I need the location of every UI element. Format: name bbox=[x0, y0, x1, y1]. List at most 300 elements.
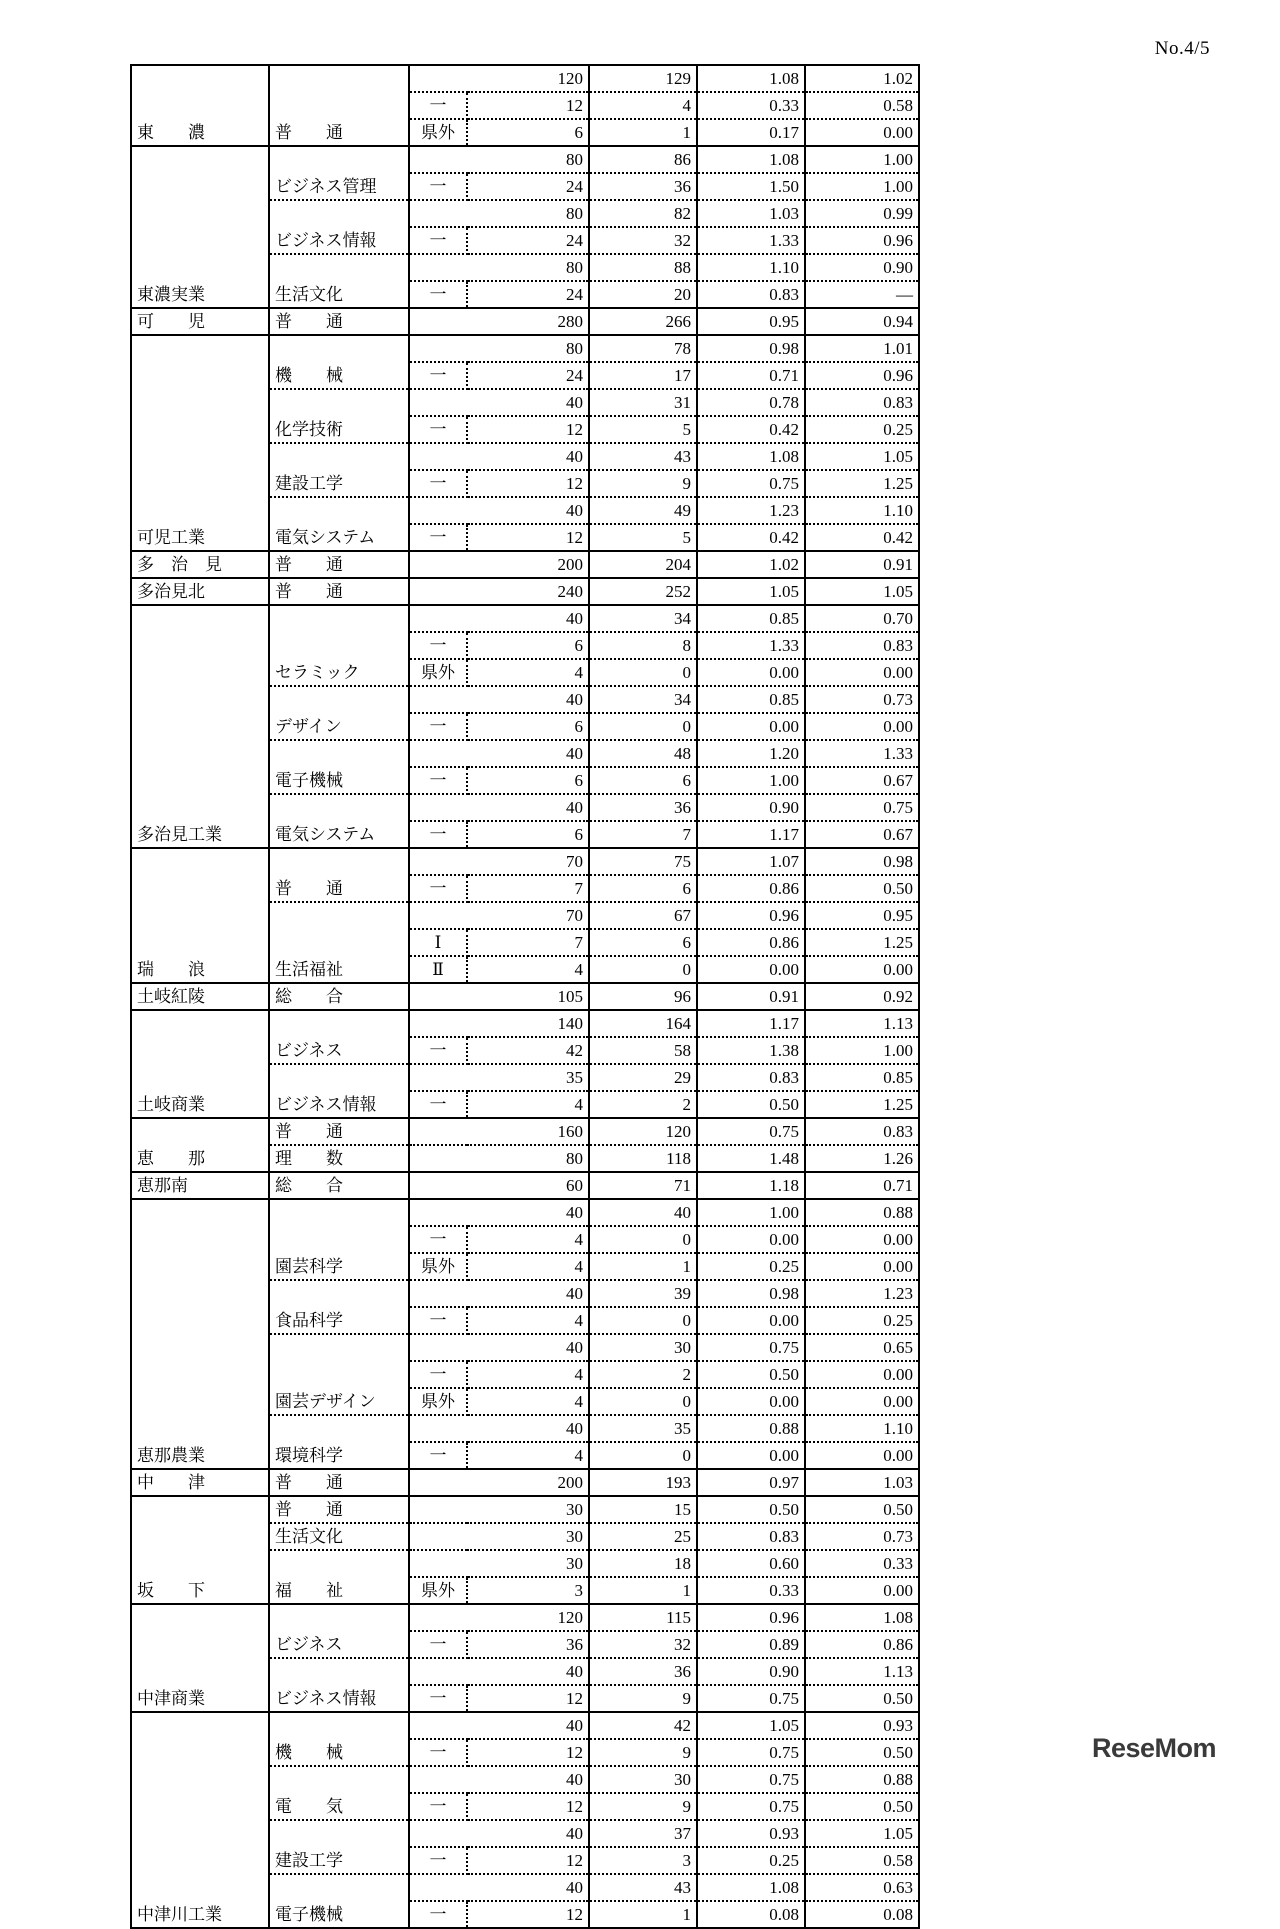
applicants-cell: 58 bbox=[589, 1037, 697, 1064]
capacity-cell: 36 bbox=[467, 1631, 589, 1658]
subcategory-cell: 一 bbox=[409, 1631, 467, 1658]
capacity-cell: 4 bbox=[467, 659, 589, 686]
ratio-cell: 0.25 bbox=[697, 1847, 805, 1874]
capacity-cell: 40 bbox=[467, 1199, 589, 1226]
applicants-cell: 35 bbox=[589, 1415, 697, 1442]
previous-ratio-cell: 0.00 bbox=[805, 1361, 919, 1388]
ratio-cell: 0.08 bbox=[697, 1901, 805, 1928]
capacity-cell: 40 bbox=[467, 740, 589, 767]
previous-ratio-cell: 1.00 bbox=[805, 173, 919, 200]
ratio-cell: 1.48 bbox=[697, 1145, 805, 1172]
capacity-cell: 6 bbox=[467, 119, 589, 146]
subcategory-cell: 県外 bbox=[409, 1253, 467, 1280]
applicants-cell: 0 bbox=[589, 713, 697, 740]
school-name-cell: 土岐紅陵 bbox=[131, 983, 269, 1010]
ratio-cell: 0.83 bbox=[697, 1064, 805, 1091]
ratio-cell: 0.78 bbox=[697, 389, 805, 416]
capacity-cell: 140 bbox=[467, 1010, 589, 1037]
subcategory-cell bbox=[409, 605, 467, 632]
previous-ratio-cell: 1.01 bbox=[805, 335, 919, 362]
subcategory-cell: Ⅱ bbox=[409, 956, 467, 983]
capacity-cell: 200 bbox=[467, 1469, 589, 1496]
subcategory-cell bbox=[409, 1604, 467, 1631]
previous-ratio-cell: 0.25 bbox=[805, 1307, 919, 1334]
applicants-cell: 48 bbox=[589, 740, 697, 767]
capacity-cell: 70 bbox=[467, 902, 589, 929]
ratio-cell: 0.75 bbox=[697, 1334, 805, 1361]
course-name-cell: 化学技術 bbox=[269, 389, 409, 443]
capacity-cell: 4 bbox=[467, 1307, 589, 1334]
course-name-cell: ビジネス bbox=[269, 1010, 409, 1064]
applicants-cell: 96 bbox=[589, 983, 697, 1010]
course-name-cell: 普 通 bbox=[269, 1496, 409, 1523]
table-row bbox=[131, 1172, 919, 1199]
previous-ratio-cell: 0.00 bbox=[805, 119, 919, 146]
subcategory-cell bbox=[409, 308, 467, 335]
subcategory-cell bbox=[409, 200, 467, 227]
subcategory-cell: 一 bbox=[409, 281, 467, 308]
ratio-cell: 0.00 bbox=[697, 1226, 805, 1253]
course-name-cell: セラミック bbox=[269, 605, 409, 686]
school-name-cell: 可児工業 bbox=[131, 335, 269, 551]
previous-ratio-cell: 0.50 bbox=[805, 1793, 919, 1820]
previous-ratio-cell: 1.25 bbox=[805, 470, 919, 497]
capacity-cell: 4 bbox=[467, 1442, 589, 1469]
ratio-cell: 1.08 bbox=[697, 146, 805, 173]
course-name-cell: 建設工学 bbox=[269, 1820, 409, 1874]
previous-ratio-cell: 1.10 bbox=[805, 497, 919, 524]
capacity-cell: 4 bbox=[467, 1388, 589, 1415]
applicants-cell: 7 bbox=[589, 821, 697, 848]
school-name-cell: 瑞 浪 bbox=[131, 848, 269, 983]
capacity-cell: 160 bbox=[467, 1118, 589, 1145]
applicants-cell: 4 bbox=[589, 92, 697, 119]
applicants-cell: 0 bbox=[589, 1226, 697, 1253]
previous-ratio-cell: 0.83 bbox=[805, 1118, 919, 1145]
applicants-cell: 6 bbox=[589, 875, 697, 902]
previous-ratio-cell: 0.70 bbox=[805, 605, 919, 632]
course-name-cell: 生活福祉 bbox=[269, 902, 409, 983]
previous-ratio-cell: 1.23 bbox=[805, 1280, 919, 1307]
capacity-cell: 40 bbox=[467, 1415, 589, 1442]
capacity-cell: 40 bbox=[467, 605, 589, 632]
table-row bbox=[131, 578, 919, 605]
course-name-cell: ビジネス情報 bbox=[269, 1658, 409, 1712]
capacity-cell: 40 bbox=[467, 1712, 589, 1739]
previous-ratio-cell: 1.08 bbox=[805, 1604, 919, 1631]
applicants-cell: 5 bbox=[589, 524, 697, 551]
ratio-cell: 0.75 bbox=[697, 1793, 805, 1820]
applicants-cell: 17 bbox=[589, 362, 697, 389]
ratio-cell: 1.00 bbox=[697, 767, 805, 794]
ratio-cell: 1.33 bbox=[697, 227, 805, 254]
table-row bbox=[131, 1199, 919, 1226]
previous-ratio-cell: 0.98 bbox=[805, 848, 919, 875]
capacity-cell: 6 bbox=[467, 713, 589, 740]
school-name-cell: 多治見工業 bbox=[131, 605, 269, 848]
ratio-cell: 0.75 bbox=[697, 1685, 805, 1712]
previous-ratio-cell: 0.91 bbox=[805, 551, 919, 578]
previous-ratio-cell: 0.75 bbox=[805, 794, 919, 821]
ratio-cell: 0.75 bbox=[697, 470, 805, 497]
course-name-cell: 総 合 bbox=[269, 983, 409, 1010]
table-row bbox=[131, 1118, 919, 1145]
previous-ratio-cell: 0.63 bbox=[805, 1874, 919, 1901]
subcategory-cell: 県外 bbox=[409, 1388, 467, 1415]
table-row bbox=[131, 146, 919, 173]
ratio-cell: 0.00 bbox=[697, 659, 805, 686]
previous-ratio-cell: 1.13 bbox=[805, 1010, 919, 1037]
ratio-cell: 0.00 bbox=[697, 713, 805, 740]
ratio-cell: 1.23 bbox=[697, 497, 805, 524]
subcategory-cell: 一 bbox=[409, 1091, 467, 1118]
subcategory-cell: 一 bbox=[409, 416, 467, 443]
previous-ratio-cell: 0.58 bbox=[805, 92, 919, 119]
subcategory-cell: 一 bbox=[409, 470, 467, 497]
ratio-cell: 0.96 bbox=[697, 902, 805, 929]
capacity-cell: 4 bbox=[467, 1253, 589, 1280]
capacity-cell: 60 bbox=[467, 1172, 589, 1199]
applicants-cell: 78 bbox=[589, 335, 697, 362]
course-name-cell: 生活文化 bbox=[269, 1523, 409, 1550]
ratio-cell: 1.08 bbox=[697, 443, 805, 470]
capacity-cell: 12 bbox=[467, 1847, 589, 1874]
previous-ratio-cell: 1.02 bbox=[805, 65, 919, 92]
school-name-cell: 多治見北 bbox=[131, 578, 269, 605]
school-name-cell: 中津川工業 bbox=[131, 1712, 269, 1928]
subcategory-cell bbox=[409, 1820, 467, 1847]
subcategory-cell: 一 bbox=[409, 1739, 467, 1766]
capacity-cell: 240 bbox=[467, 578, 589, 605]
previous-ratio-cell: 0.65 bbox=[805, 1334, 919, 1361]
applicants-cell: 49 bbox=[589, 497, 697, 524]
applicants-cell: 40 bbox=[589, 1199, 697, 1226]
subcategory-cell: 一 bbox=[409, 1685, 467, 1712]
table-row bbox=[131, 308, 919, 335]
previous-ratio-cell: 0.85 bbox=[805, 1064, 919, 1091]
capacity-cell: 105 bbox=[467, 983, 589, 1010]
course-name-cell: 建設工学 bbox=[269, 443, 409, 497]
subcategory-cell bbox=[409, 686, 467, 713]
previous-ratio-cell: 1.03 bbox=[805, 1469, 919, 1496]
ratio-cell: 0.42 bbox=[697, 524, 805, 551]
applicants-cell: 3 bbox=[589, 1847, 697, 1874]
previous-ratio-cell: 0.88 bbox=[805, 1199, 919, 1226]
previous-ratio-cell: 0.00 bbox=[805, 1388, 919, 1415]
capacity-cell: 4 bbox=[467, 1091, 589, 1118]
ratio-cell: 0.33 bbox=[697, 1577, 805, 1604]
applicants-cell: 1 bbox=[589, 1253, 697, 1280]
subcategory-cell bbox=[409, 1469, 467, 1496]
previous-ratio-cell: — bbox=[805, 281, 919, 308]
ratio-cell: 0.98 bbox=[697, 335, 805, 362]
subcategory-cell bbox=[409, 1658, 467, 1685]
previous-ratio-cell: 0.00 bbox=[805, 1577, 919, 1604]
ratio-cell: 0.60 bbox=[697, 1550, 805, 1577]
capacity-cell: 80 bbox=[467, 254, 589, 281]
course-name-cell: 電子機械 bbox=[269, 740, 409, 794]
previous-ratio-cell: 0.96 bbox=[805, 227, 919, 254]
ratio-cell: 1.05 bbox=[697, 578, 805, 605]
capacity-cell: 4 bbox=[467, 1226, 589, 1253]
course-name-cell: 電子機械 bbox=[269, 1874, 409, 1928]
capacity-cell: 24 bbox=[467, 227, 589, 254]
subcategory-cell: 一 bbox=[409, 713, 467, 740]
subcategory-cell: 一 bbox=[409, 362, 467, 389]
table-row bbox=[131, 1712, 919, 1739]
applicants-cell: 36 bbox=[589, 1658, 697, 1685]
course-name-cell: 普 通 bbox=[269, 1469, 409, 1496]
previous-ratio-cell: 0.86 bbox=[805, 1631, 919, 1658]
course-name-cell: 機 械 bbox=[269, 1712, 409, 1766]
school-name-cell: 多 治 見 bbox=[131, 551, 269, 578]
applicants-cell: 37 bbox=[589, 1820, 697, 1847]
capacity-cell: 12 bbox=[467, 1739, 589, 1766]
capacity-cell: 40 bbox=[467, 389, 589, 416]
school-name-cell: 東 濃 bbox=[131, 65, 269, 146]
applicants-cell: 30 bbox=[589, 1766, 697, 1793]
subcategory-cell: 一 bbox=[409, 524, 467, 551]
table-row bbox=[131, 1010, 919, 1037]
capacity-cell: 24 bbox=[467, 281, 589, 308]
previous-ratio-cell: 0.83 bbox=[805, 632, 919, 659]
capacity-cell: 40 bbox=[467, 1874, 589, 1901]
applicants-cell: 9 bbox=[589, 1793, 697, 1820]
capacity-cell: 30 bbox=[467, 1523, 589, 1550]
previous-ratio-cell: 1.10 bbox=[805, 1415, 919, 1442]
subcategory-cell bbox=[409, 983, 467, 1010]
ratio-cell: 0.33 bbox=[697, 92, 805, 119]
ratio-cell: 1.03 bbox=[697, 200, 805, 227]
ratio-cell: 1.17 bbox=[697, 821, 805, 848]
subcategory-cell bbox=[409, 443, 467, 470]
ratio-cell: 0.97 bbox=[697, 1469, 805, 1496]
capacity-cell: 7 bbox=[467, 875, 589, 902]
subcategory-cell bbox=[409, 1874, 467, 1901]
capacity-cell: 40 bbox=[467, 686, 589, 713]
ratio-cell: 1.38 bbox=[697, 1037, 805, 1064]
applicants-cell: 2 bbox=[589, 1361, 697, 1388]
resemom-logo bbox=[1092, 1733, 1216, 1764]
subcategory-cell bbox=[409, 1172, 467, 1199]
subcategory-cell: 県外 bbox=[409, 659, 467, 686]
applicants-cell: 252 bbox=[589, 578, 697, 605]
ratio-cell: 0.83 bbox=[697, 1523, 805, 1550]
ratio-cell: 0.00 bbox=[697, 1388, 805, 1415]
previous-ratio-cell: 0.50 bbox=[805, 1496, 919, 1523]
ratio-cell: 1.20 bbox=[697, 740, 805, 767]
applicants-cell: 120 bbox=[589, 1118, 697, 1145]
capacity-cell: 40 bbox=[467, 1766, 589, 1793]
capacity-cell: 80 bbox=[467, 1145, 589, 1172]
applicants-cell: 6 bbox=[589, 929, 697, 956]
course-name-cell: 電気システム bbox=[269, 794, 409, 848]
capacity-cell: 12 bbox=[467, 470, 589, 497]
course-name-cell: 福 祉 bbox=[269, 1550, 409, 1604]
course-name-cell: 園芸デザイン bbox=[269, 1334, 409, 1415]
ratio-cell: 0.50 bbox=[697, 1361, 805, 1388]
ratio-cell: 1.17 bbox=[697, 1010, 805, 1037]
ratio-cell: 0.50 bbox=[697, 1496, 805, 1523]
previous-ratio-cell: 0.71 bbox=[805, 1172, 919, 1199]
capacity-cell: 280 bbox=[467, 308, 589, 335]
school-name-cell: 土岐商業 bbox=[131, 1010, 269, 1118]
subcategory-cell bbox=[409, 1334, 467, 1361]
previous-ratio-cell: 1.13 bbox=[805, 1658, 919, 1685]
course-name-cell: 総 合 bbox=[269, 1172, 409, 1199]
course-name-cell: 普 通 bbox=[269, 1118, 409, 1145]
capacity-cell: 12 bbox=[467, 1685, 589, 1712]
capacity-cell: 42 bbox=[467, 1037, 589, 1064]
school-name-cell: 東濃実業 bbox=[131, 146, 269, 308]
course-name-cell: ビジネス bbox=[269, 1604, 409, 1658]
previous-ratio-cell: 0.08 bbox=[805, 1901, 919, 1928]
table-row bbox=[131, 335, 919, 362]
subcategory-cell bbox=[409, 254, 467, 281]
previous-ratio-cell: 0.00 bbox=[805, 713, 919, 740]
ratio-cell: 1.18 bbox=[697, 1172, 805, 1199]
course-name-cell: 電気システム bbox=[269, 497, 409, 551]
applicants-cell: 43 bbox=[589, 443, 697, 470]
ratio-cell: 0.90 bbox=[697, 1658, 805, 1685]
capacity-cell: 40 bbox=[467, 1280, 589, 1307]
previous-ratio-cell: 1.05 bbox=[805, 443, 919, 470]
previous-ratio-cell: 0.50 bbox=[805, 875, 919, 902]
capacity-cell: 40 bbox=[467, 1820, 589, 1847]
table-row bbox=[131, 65, 919, 92]
subcategory-cell bbox=[409, 1766, 467, 1793]
applicants-cell: 1 bbox=[589, 1901, 697, 1928]
previous-ratio-cell: 0.73 bbox=[805, 1523, 919, 1550]
applicants-cell: 29 bbox=[589, 1064, 697, 1091]
ratio-cell: 1.08 bbox=[697, 1874, 805, 1901]
applicants-cell: 71 bbox=[589, 1172, 697, 1199]
subcategory-cell bbox=[409, 551, 467, 578]
subcategory-cell: 県外 bbox=[409, 1577, 467, 1604]
course-name-cell: 理 数 bbox=[269, 1145, 409, 1172]
previous-ratio-cell: 0.58 bbox=[805, 1847, 919, 1874]
applicants-cell: 86 bbox=[589, 146, 697, 173]
course-name-cell: ビジネス管理 bbox=[269, 146, 409, 200]
applicants-cell: 67 bbox=[589, 902, 697, 929]
applicants-cell: 18 bbox=[589, 1550, 697, 1577]
previous-ratio-cell: 0.33 bbox=[805, 1550, 919, 1577]
ratio-cell: 1.00 bbox=[697, 1199, 805, 1226]
school-name-cell: 恵那農業 bbox=[131, 1199, 269, 1469]
previous-ratio-cell: 0.00 bbox=[805, 1226, 919, 1253]
ratio-cell: 0.86 bbox=[697, 875, 805, 902]
subcategory-cell bbox=[409, 335, 467, 362]
ratio-cell: 0.17 bbox=[697, 119, 805, 146]
applicants-cell: 0 bbox=[589, 956, 697, 983]
applicants-cell: 115 bbox=[589, 1604, 697, 1631]
subcategory-cell bbox=[409, 740, 467, 767]
applicants-cell: 34 bbox=[589, 605, 697, 632]
ratio-cell: 1.10 bbox=[697, 254, 805, 281]
subcategory-cell: 一 bbox=[409, 1847, 467, 1874]
course-name-cell: 生活文化 bbox=[269, 254, 409, 308]
ratio-cell: 0.00 bbox=[697, 1307, 805, 1334]
previous-ratio-cell: 0.88 bbox=[805, 1766, 919, 1793]
course-name-cell: 環境科学 bbox=[269, 1415, 409, 1469]
applicants-cell: 9 bbox=[589, 1739, 697, 1766]
subcategory-cell: 一 bbox=[409, 92, 467, 119]
table-row bbox=[131, 1469, 919, 1496]
capacity-cell: 12 bbox=[467, 1901, 589, 1928]
capacity-cell: 120 bbox=[467, 65, 589, 92]
subcategory-cell: 一 bbox=[409, 1901, 467, 1928]
subcategory-cell: 一 bbox=[409, 1226, 467, 1253]
previous-ratio-cell: 0.95 bbox=[805, 902, 919, 929]
applicants-cell: 32 bbox=[589, 1631, 697, 1658]
capacity-cell: 3 bbox=[467, 1577, 589, 1604]
subcategory-cell: 県外 bbox=[409, 119, 467, 146]
course-name-cell: 機 械 bbox=[269, 335, 409, 389]
school-name-cell: 坂 下 bbox=[131, 1496, 269, 1604]
ratio-cell: 0.75 bbox=[697, 1766, 805, 1793]
subcategory-cell bbox=[409, 1415, 467, 1442]
previous-ratio-cell: 0.83 bbox=[805, 389, 919, 416]
previous-ratio-cell: 0.00 bbox=[805, 1253, 919, 1280]
previous-ratio-cell: 0.00 bbox=[805, 1442, 919, 1469]
admissions-table-container bbox=[130, 64, 918, 1929]
subcategory-cell: 一 bbox=[409, 767, 467, 794]
subcategory-cell bbox=[409, 794, 467, 821]
previous-ratio-cell: 0.50 bbox=[805, 1685, 919, 1712]
applicants-cell: 88 bbox=[589, 254, 697, 281]
previous-ratio-cell: 0.73 bbox=[805, 686, 919, 713]
course-name-cell: 普 通 bbox=[269, 308, 409, 335]
applicants-cell: 30 bbox=[589, 1334, 697, 1361]
applicants-cell: 6 bbox=[589, 767, 697, 794]
previous-ratio-cell: 0.00 bbox=[805, 659, 919, 686]
ratio-cell: 1.05 bbox=[697, 1712, 805, 1739]
previous-ratio-cell: 1.05 bbox=[805, 578, 919, 605]
subcategory-cell: 一 bbox=[409, 227, 467, 254]
previous-ratio-cell: 1.25 bbox=[805, 1091, 919, 1118]
previous-ratio-cell: 1.33 bbox=[805, 740, 919, 767]
capacity-cell: 24 bbox=[467, 362, 589, 389]
course-name-cell: ビジネス情報 bbox=[269, 1064, 409, 1118]
applicants-cell: 0 bbox=[589, 1388, 697, 1415]
capacity-cell: 7 bbox=[467, 929, 589, 956]
capacity-cell: 30 bbox=[467, 1496, 589, 1523]
subcategory-cell: 一 bbox=[409, 1793, 467, 1820]
ratio-cell: 0.88 bbox=[697, 1415, 805, 1442]
subcategory-cell: 一 bbox=[409, 821, 467, 848]
capacity-cell: 6 bbox=[467, 821, 589, 848]
applicants-cell: 20 bbox=[589, 281, 697, 308]
applicants-cell: 32 bbox=[589, 227, 697, 254]
subcategory-cell bbox=[409, 1523, 467, 1550]
applicants-cell: 25 bbox=[589, 1523, 697, 1550]
applicants-cell: 8 bbox=[589, 632, 697, 659]
subcategory-cell bbox=[409, 902, 467, 929]
ratio-cell: 0.71 bbox=[697, 362, 805, 389]
subcategory-cell: 一 bbox=[409, 632, 467, 659]
previous-ratio-cell: 0.96 bbox=[805, 362, 919, 389]
subcategory-cell bbox=[409, 389, 467, 416]
capacity-cell: 80 bbox=[467, 200, 589, 227]
course-name-cell: 電 気 bbox=[269, 1766, 409, 1820]
capacity-cell: 40 bbox=[467, 1334, 589, 1361]
applicants-cell: 129 bbox=[589, 65, 697, 92]
previous-ratio-cell: 0.25 bbox=[805, 416, 919, 443]
ratio-cell: 0.50 bbox=[697, 1091, 805, 1118]
table-row bbox=[131, 983, 919, 1010]
capacity-cell: 6 bbox=[467, 767, 589, 794]
applicants-cell: 34 bbox=[589, 686, 697, 713]
